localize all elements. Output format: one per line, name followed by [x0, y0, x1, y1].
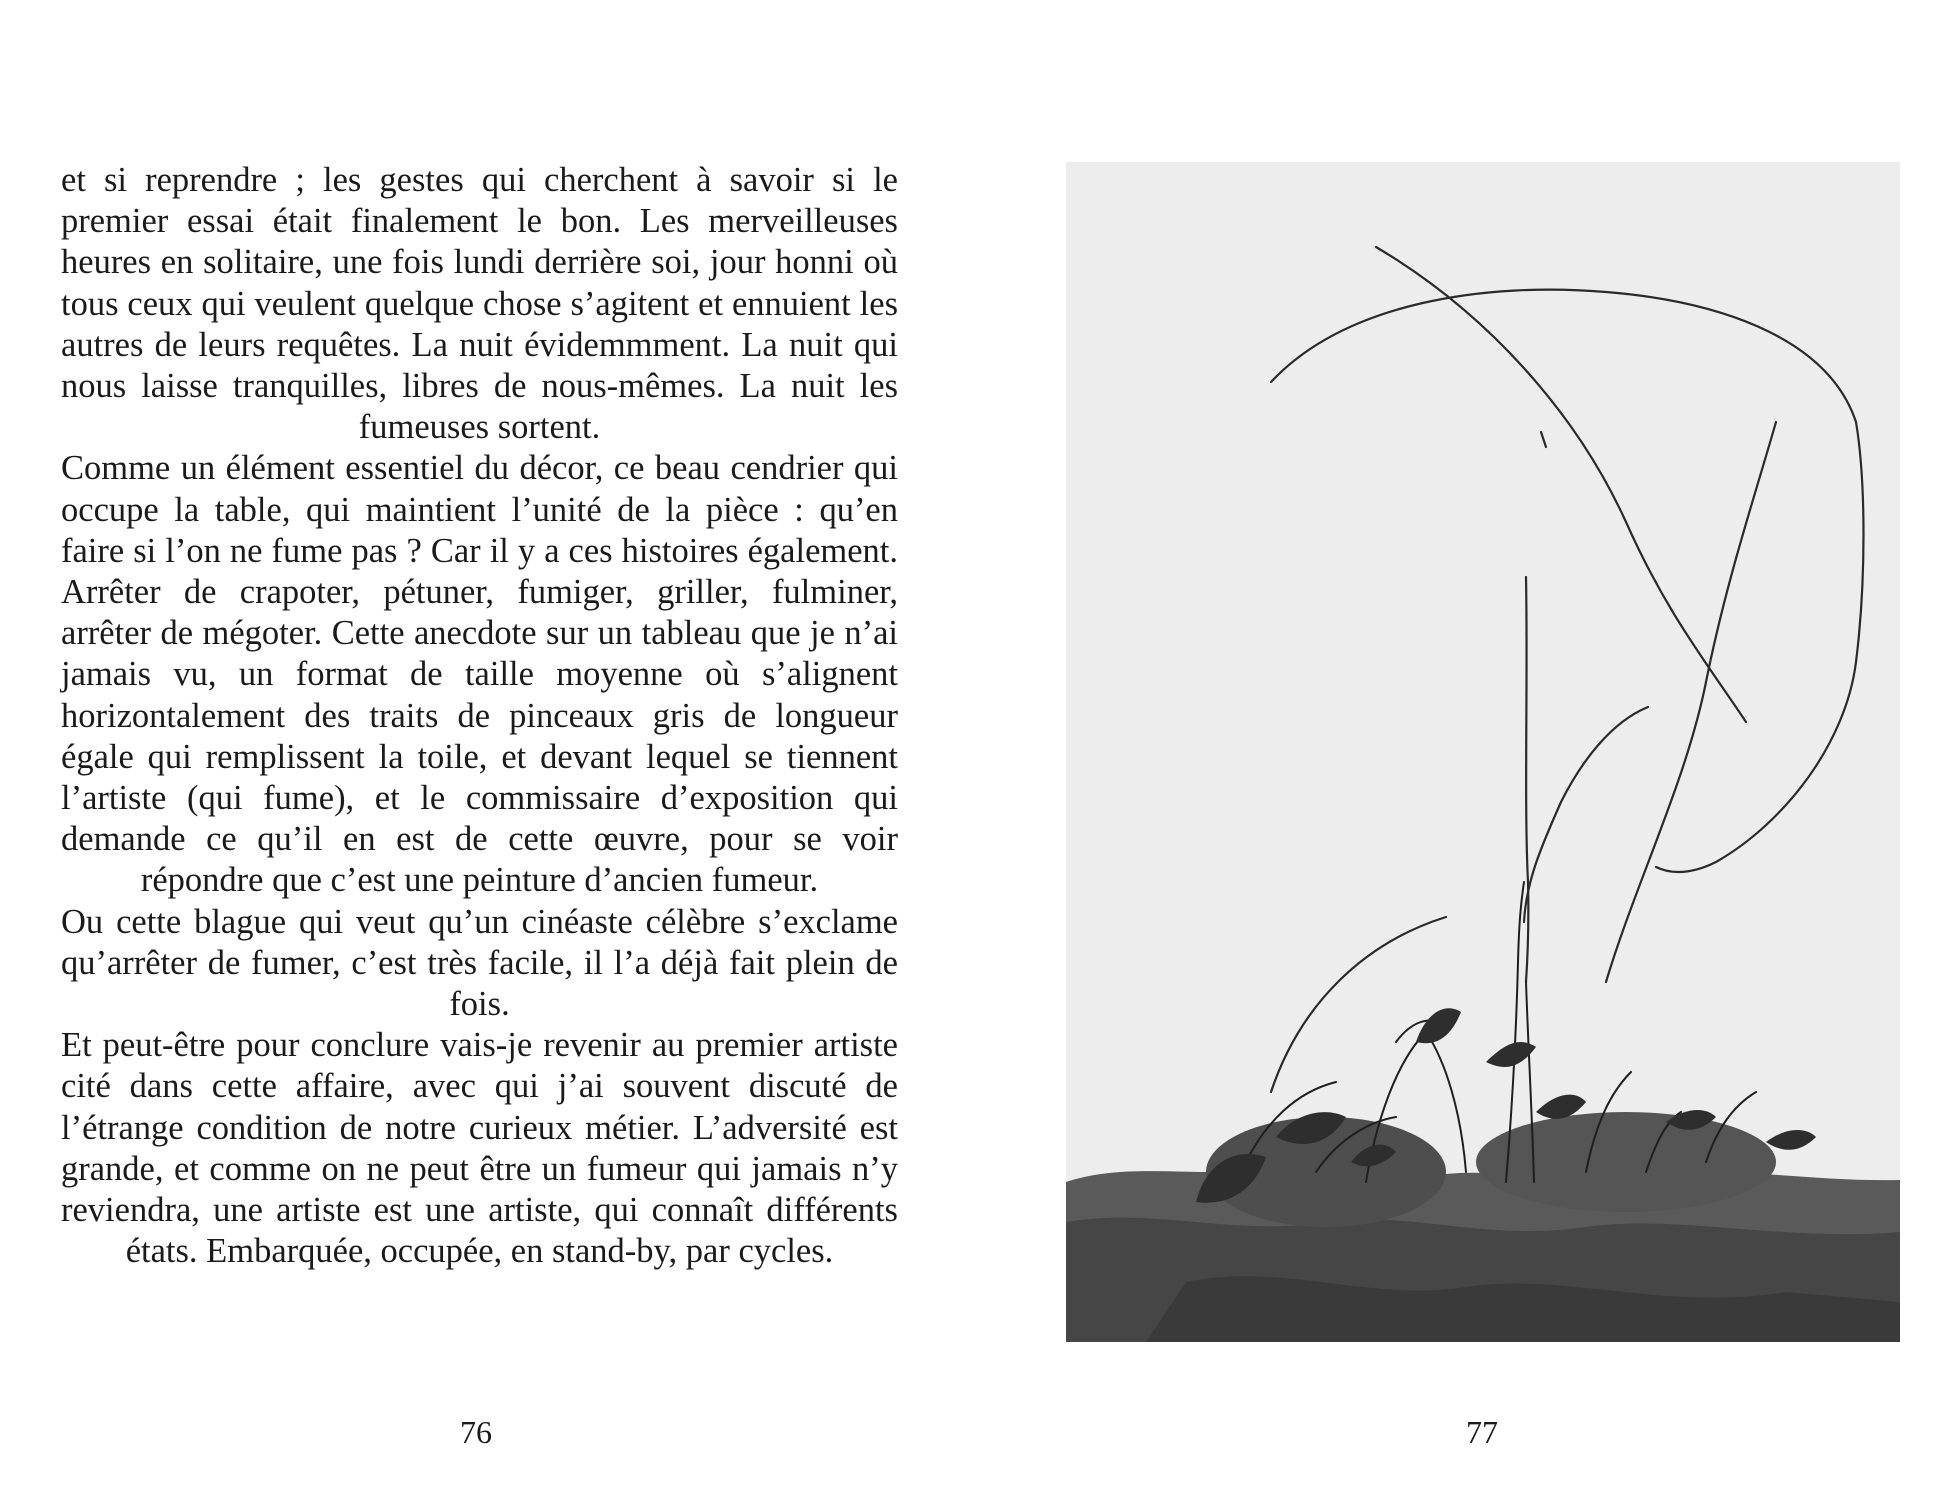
body-text	[61, 160, 898, 1272]
ink-drawing-svg	[1066, 162, 1900, 1342]
page-number: 77	[1466, 1414, 1498, 1450]
smoke-lines	[1271, 247, 1864, 1092]
ink-drawing-image	[1066, 162, 1900, 1342]
paragraph: Et peut-être pour conclure vais-je revenir au premier artiste cité dans cette affaire, avec qui j’ai souvent discuté de l’étrange condition de notre curieux métier. L’adversité est grande, et comme on ne peut être un fumeur qui jamais n’y reviendra, une artiste est une artiste, qui connaît différents états. Embarquée, occupée, en stand-by, par cycles.	[61, 1026, 898, 1271]
paragraph: Comme un élément essentiel du décor, ce beau cendrier qui occupe la table, qui maintient l’unité de la pièce : qu’en faire si l’on ne fume pas ? Car il y a ces histoires également. Arrêter de crapoter, pétuner, fumiger, griller, fulminer, arrêter de mégoter. Cette anecdote sur un tableau que je n’ai jamais vu, un format de taille moyenne où s’alignent horizontalement des traits de pinceaux gris de longueur égale qui remplissent la toile, et devant lequel se tiennent l’artiste (qui fume), et le commissaire d’exposition qui demande ce qu’il en est de cette œuvre, pour se voir répondre que c’est une peinture d’ancien fumeur.	[61, 449, 898, 900]
page-number: 76	[460, 1414, 492, 1450]
paragraph: et si reprendre ; les gestes qui cherchent à savoir si le premier essai était finalement le bon. Les merveilleuses heures en solitaire, une fois lundi derrière soi, jour honni où tous ceux qui veulent quelque chose s’agitent et ennuient les autres de leurs requêtes. La nuit évidemmment. La nuit qui nous laisse tranquilles, libres de nous-mêmes. La nuit les fumeuses sortent.	[61, 161, 898, 447]
paragraph: Ou cette blague qui veut qu’un cinéaste célèbre s’exclame qu’arrêter de fumer, c’est très facile, il l’a déjà fait plein de fois.	[61, 902, 898, 1024]
